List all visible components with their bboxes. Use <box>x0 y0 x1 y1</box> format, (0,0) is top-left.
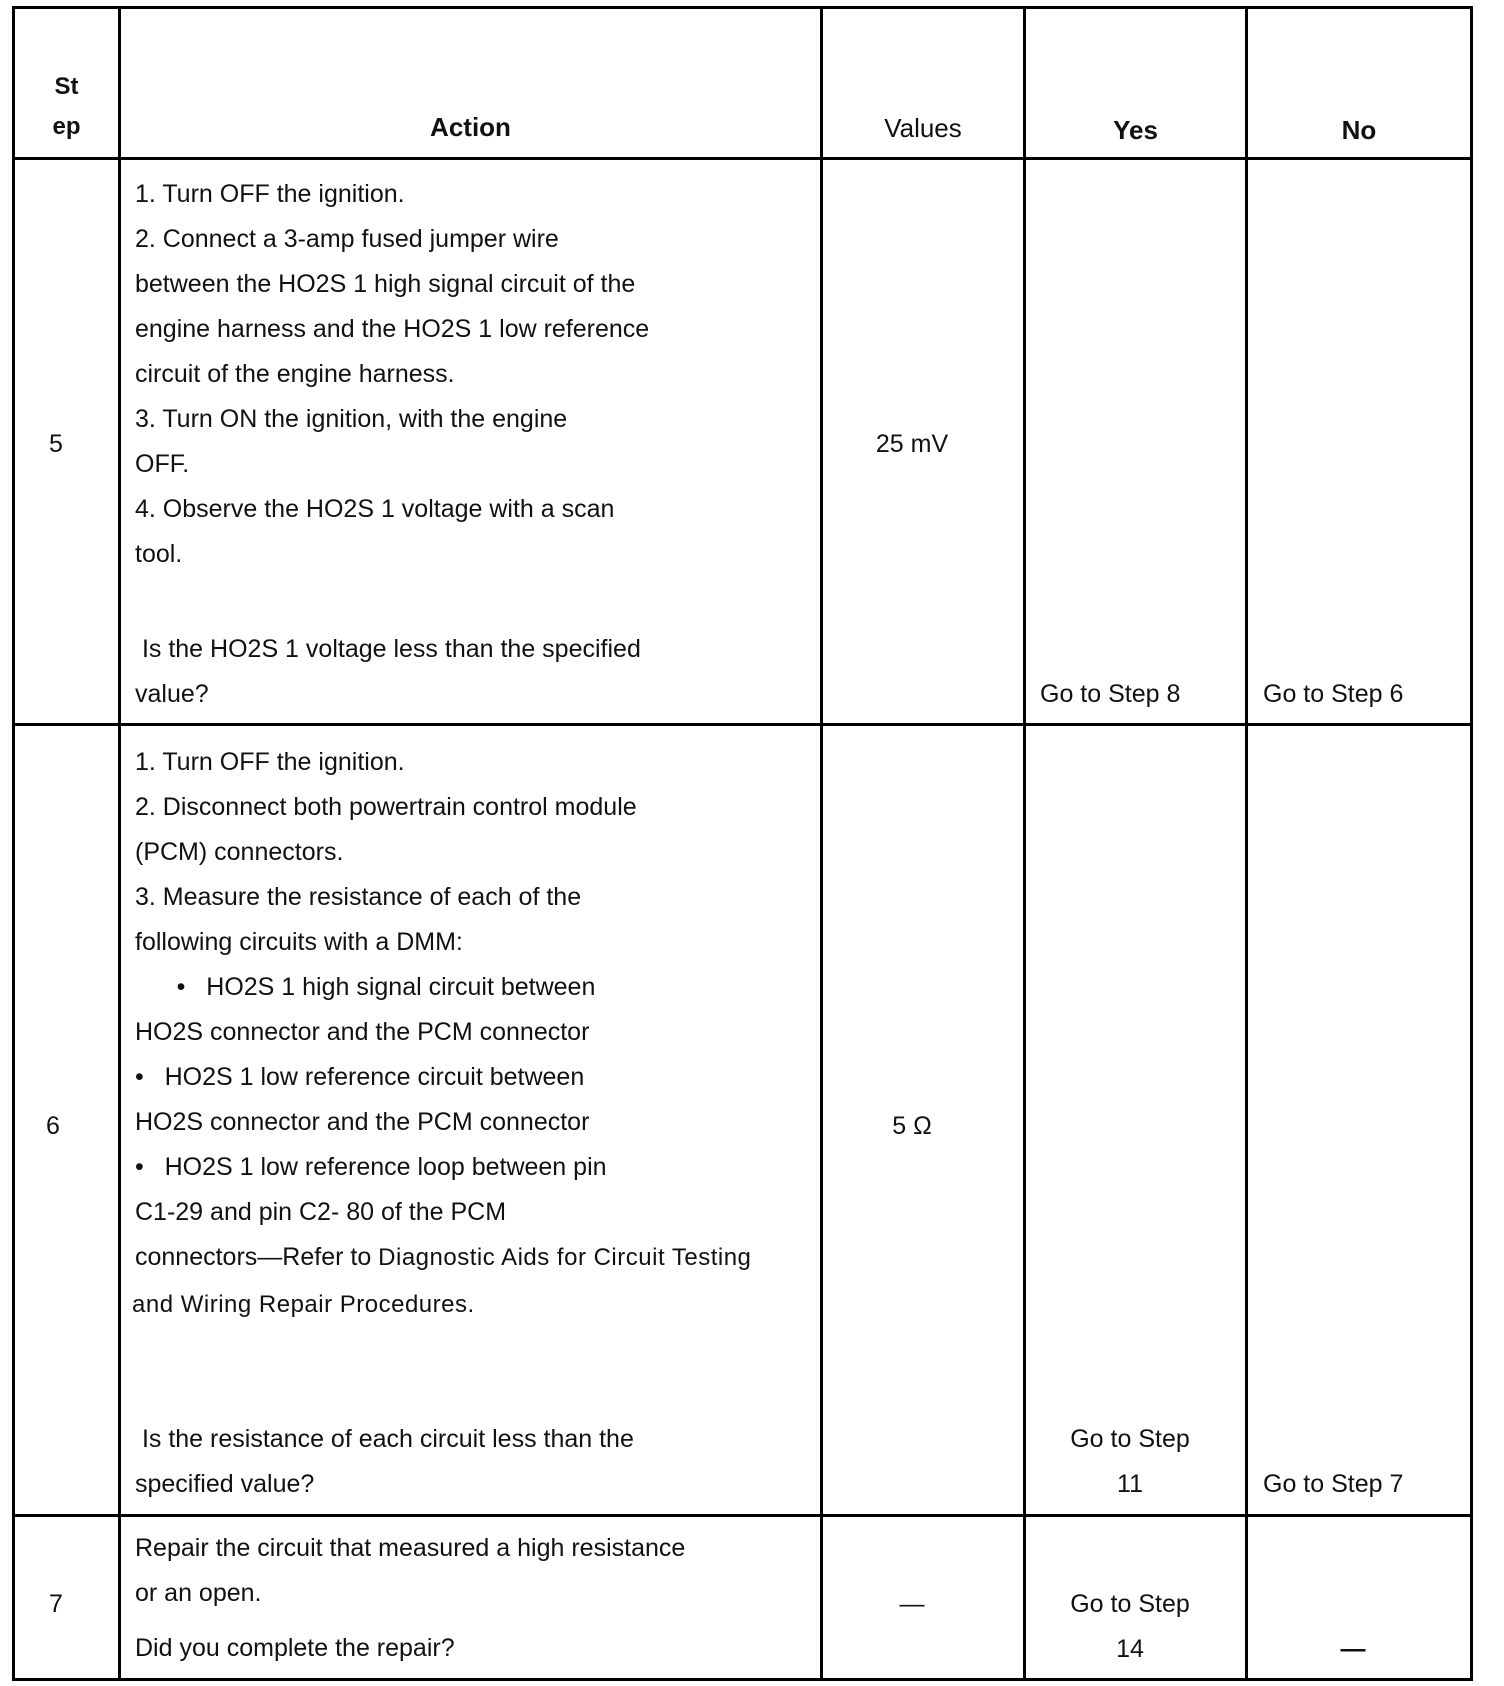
question-line: Did you complete the repair? <box>135 1634 455 1662</box>
diagnostic-aids-link-cont[interactable]: and Wiring Repair Procedures. <box>132 1291 475 1318</box>
row-divider <box>15 1514 1470 1517</box>
header-values: Values <box>884 113 962 143</box>
step-number: 5 <box>49 430 63 458</box>
diagnostic-aids-link[interactable]: Diagnostic Aids for Circuit Testing <box>378 1244 752 1271</box>
yes-link-line2[interactable]: 14 <box>1116 1635 1144 1663</box>
question-line: Is the HO2S 1 voltage less than the specified <box>135 635 641 663</box>
row-divider <box>15 723 1470 726</box>
action-cell <box>132 740 752 1330</box>
action-line: 4. Observe the HO2S 1 voltage with a scan <box>135 495 615 523</box>
action-line: HO2S connector and the PCM connector <box>135 1018 590 1046</box>
header-action: Action <box>430 112 511 142</box>
column-divider <box>820 9 823 1678</box>
column-divider <box>118 9 121 1678</box>
no-link[interactable]: Go to Step 6 <box>1263 680 1404 708</box>
question-cell <box>135 627 641 717</box>
header-no: No <box>1341 115 1377 145</box>
value-cell: 25 mV <box>875 430 949 458</box>
action-cell <box>135 172 649 577</box>
yes-link[interactable]: Go to Step 8 <box>1040 680 1181 708</box>
column-divider <box>1245 9 1248 1678</box>
action-line: • HO2S 1 high signal circuit between <box>135 973 596 1001</box>
yes-link-line1[interactable]: Go to Step <box>1070 1425 1190 1453</box>
header-yes: Yes <box>1113 115 1158 145</box>
step-number: 6 <box>46 1112 60 1140</box>
action-line: C1-29 and pin C2- 80 of the PCM <box>135 1198 507 1226</box>
action-line: 2. Connect a 3-amp fused jumper wire <box>135 225 559 253</box>
action-line: or an open. <box>135 1579 262 1607</box>
question-cell <box>135 1417 634 1507</box>
action-line: 3. Measure the resistance of each of the <box>135 883 582 911</box>
yes-link[interactable] <box>1026 1582 1234 1672</box>
question-line: specified value? <box>135 1470 315 1498</box>
action-cell <box>135 1526 685 1671</box>
header-step <box>15 67 118 147</box>
yes-link-line2[interactable]: 11 <box>1117 1470 1143 1498</box>
header-step-line2: ep <box>52 113 81 140</box>
header-step-line1: St <box>54 73 79 100</box>
action-line: circuit of the engine harness. <box>135 360 455 388</box>
diagnostic-table <box>12 6 1473 1681</box>
action-line: following circuits with a DMM: <box>135 928 463 956</box>
action-line: engine harness and the HO2S 1 low reference <box>135 315 650 343</box>
action-line: OFF. <box>135 450 190 478</box>
no-cell: — <box>1340 1635 1366 1663</box>
value-cell: — <box>899 1590 925 1618</box>
row-divider <box>15 157 1470 160</box>
yes-link-line1[interactable]: Go to Step <box>1070 1590 1190 1618</box>
step-number: 7 <box>49 1590 63 1618</box>
action-line: • HO2S 1 low reference circuit between <box>135 1063 585 1091</box>
action-line: 1. Turn OFF the ignition. <box>135 180 405 208</box>
value-cell: 5 Ω <box>892 1112 932 1140</box>
action-line: 2. Disconnect both powertrain control module <box>135 793 637 821</box>
action-line: (PCM) connectors. <box>135 838 344 866</box>
yes-link[interactable] <box>1026 1417 1234 1507</box>
no-link[interactable]: Go to Step 7 <box>1263 1470 1404 1498</box>
action-line: HO2S connector and the PCM connector <box>135 1108 590 1136</box>
action-line: 3. Turn ON the ignition, with the engine <box>135 405 568 433</box>
action-line: between the HO2S 1 high signal circuit of the <box>135 270 636 298</box>
action-line-refer <box>135 1235 751 1280</box>
refer-text: connectors—Refer to <box>135 1243 372 1271</box>
action-line: tool. <box>135 540 183 568</box>
question-line: value? <box>135 680 209 708</box>
action-line: • HO2S 1 low reference loop between pin <box>135 1153 607 1181</box>
action-line: Repair the circuit that measured a high resistance <box>135 1534 686 1562</box>
question-line: Is the resistance of each circuit less than the <box>135 1425 634 1453</box>
action-line: 1. Turn OFF the ignition. <box>135 748 405 776</box>
